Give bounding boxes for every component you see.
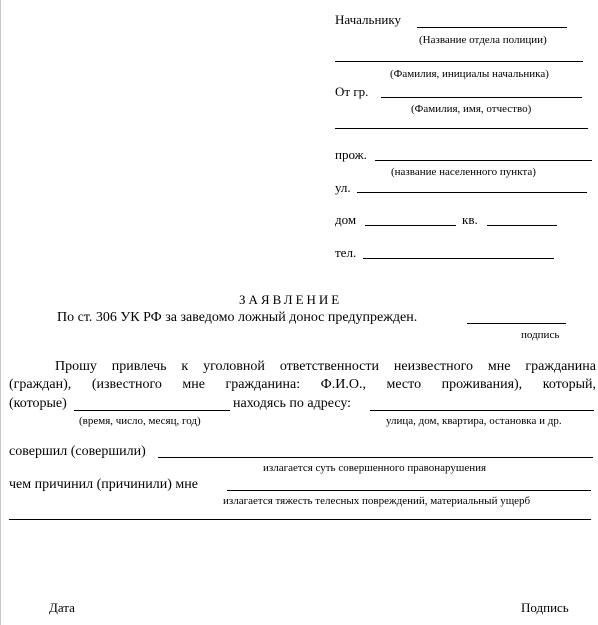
residing-label: прож.	[335, 147, 367, 162]
warning-text: По ст. 306 УК РФ за заведомо ложный донос предупрежден.	[57, 310, 418, 325]
apartment-label: кв.	[462, 212, 478, 227]
request-line-1: Прошу привлечь к уголовной ответственности неизвестного мне гражданина	[55, 359, 596, 374]
address-hint: улица, дом, квартира, остановка и др.	[386, 415, 562, 427]
damage-line[interactable]	[227, 490, 591, 491]
chief-label: Начальнику	[335, 12, 402, 27]
caused-label: чем причинил (причинили) мне	[9, 477, 198, 492]
request-line-3-mid: находясь по адресу:	[233, 396, 352, 411]
phone-line[interactable]	[363, 258, 554, 259]
committed-label: совершил (совершили)	[9, 444, 146, 459]
chief-name-line[interactable]	[335, 61, 583, 62]
settlement-hint: (название населенного пункта)	[391, 166, 536, 178]
damage-hint: излагается тяжесть телесных повреждений, материальный ущерб	[223, 495, 531, 507]
request-line-2: (граждан), (известного мне гражданина: Ф.И.О., место проживания), который,	[9, 377, 596, 392]
offense-hint: излагается суть совершенного правонарушения	[263, 462, 487, 474]
time-line[interactable]	[74, 410, 230, 411]
offense-line[interactable]	[158, 457, 593, 458]
citizen-name-line[interactable]	[381, 97, 582, 98]
apartment-line[interactable]	[487, 225, 557, 226]
police-dept-hint: (Название отдела полиции)	[419, 34, 547, 46]
date-label: Дата	[49, 600, 75, 615]
street-label: ул.	[335, 180, 351, 195]
statement-title: ЗАЯВЛЕНИЕ	[239, 292, 343, 307]
request-paragraph	[9, 358, 596, 394]
extra-line[interactable]	[9, 519, 591, 520]
address-line[interactable]	[370, 410, 594, 411]
settlement-line[interactable]	[375, 160, 592, 161]
street-line[interactable]	[357, 192, 587, 193]
signature-label: Подпись	[521, 600, 569, 615]
request-line-3-start: (которые)	[9, 396, 67, 411]
chief-name-hint: (Фамилия, инициалы начальника)	[390, 68, 549, 80]
warning-signature-hint: подпись	[521, 329, 560, 341]
from-label: От гр.	[335, 84, 369, 99]
chief-field-line[interactable]	[417, 27, 567, 28]
citizen-name-line-2[interactable]	[335, 128, 588, 129]
house-label: дом	[335, 212, 357, 227]
warning-signature-line[interactable]	[467, 323, 566, 324]
house-line[interactable]	[365, 225, 456, 226]
phone-label: тел.	[335, 245, 357, 260]
citizen-name-hint: (Фамилия, имя, отчество)	[411, 103, 532, 115]
time-hint: (время, число, месяц, год)	[79, 415, 201, 427]
